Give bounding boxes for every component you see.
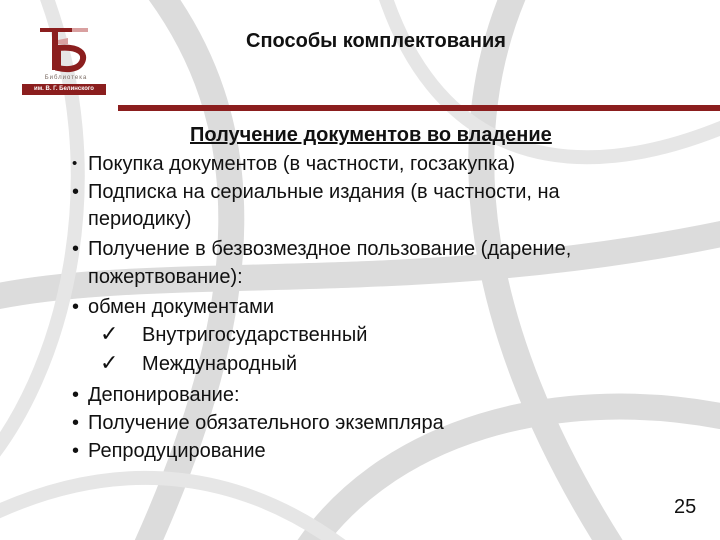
list-item-text-continued: пожертвование):: [88, 266, 243, 288]
library-logo: [22, 26, 106, 100]
bullet-mark: •: [72, 238, 80, 260]
library-emblem-icon: [22, 26, 106, 76]
title-divider: [118, 105, 720, 111]
checkmark-icon: ✓: [100, 351, 119, 376]
list-item-text-continued: периодику): [88, 208, 192, 230]
slide-title: Способы комплектования: [246, 30, 506, 52]
list-item-text: Получение в безвозмездное пользование (дарение,: [88, 238, 572, 260]
bullet-mark: •: [72, 440, 80, 462]
list-item-text: обмен документами: [88, 296, 275, 318]
logo-line-2: им. В. Г. Белинского: [22, 84, 106, 95]
list-item-text: Получение обязательного экземпляра: [88, 412, 444, 434]
content-heading: Получение документов во владение: [190, 124, 552, 146]
bullet-mark: •: [72, 412, 80, 434]
list-item-text: Депонирование:: [88, 384, 240, 406]
page-number: 25: [674, 496, 697, 518]
checkmark-icon: ✓: [100, 322, 119, 347]
bullet-mark: •: [72, 181, 80, 203]
list-item-text: Покупка документов (в частности, госзакупка): [88, 153, 516, 175]
list-item-text: Репродуцирование: [88, 440, 266, 462]
list-item-text: Подписка на сериальные издания (в частности, на: [88, 181, 560, 203]
bullet-mark: •: [72, 155, 78, 172]
bullet-mark: •: [72, 296, 80, 318]
sub-list-item-text: Внутригосударственный: [142, 324, 368, 346]
logo-line-1: Библиотека: [44, 75, 88, 81]
bullet-mark: •: [72, 384, 80, 406]
sub-list-item-text: Международный: [142, 353, 298, 375]
